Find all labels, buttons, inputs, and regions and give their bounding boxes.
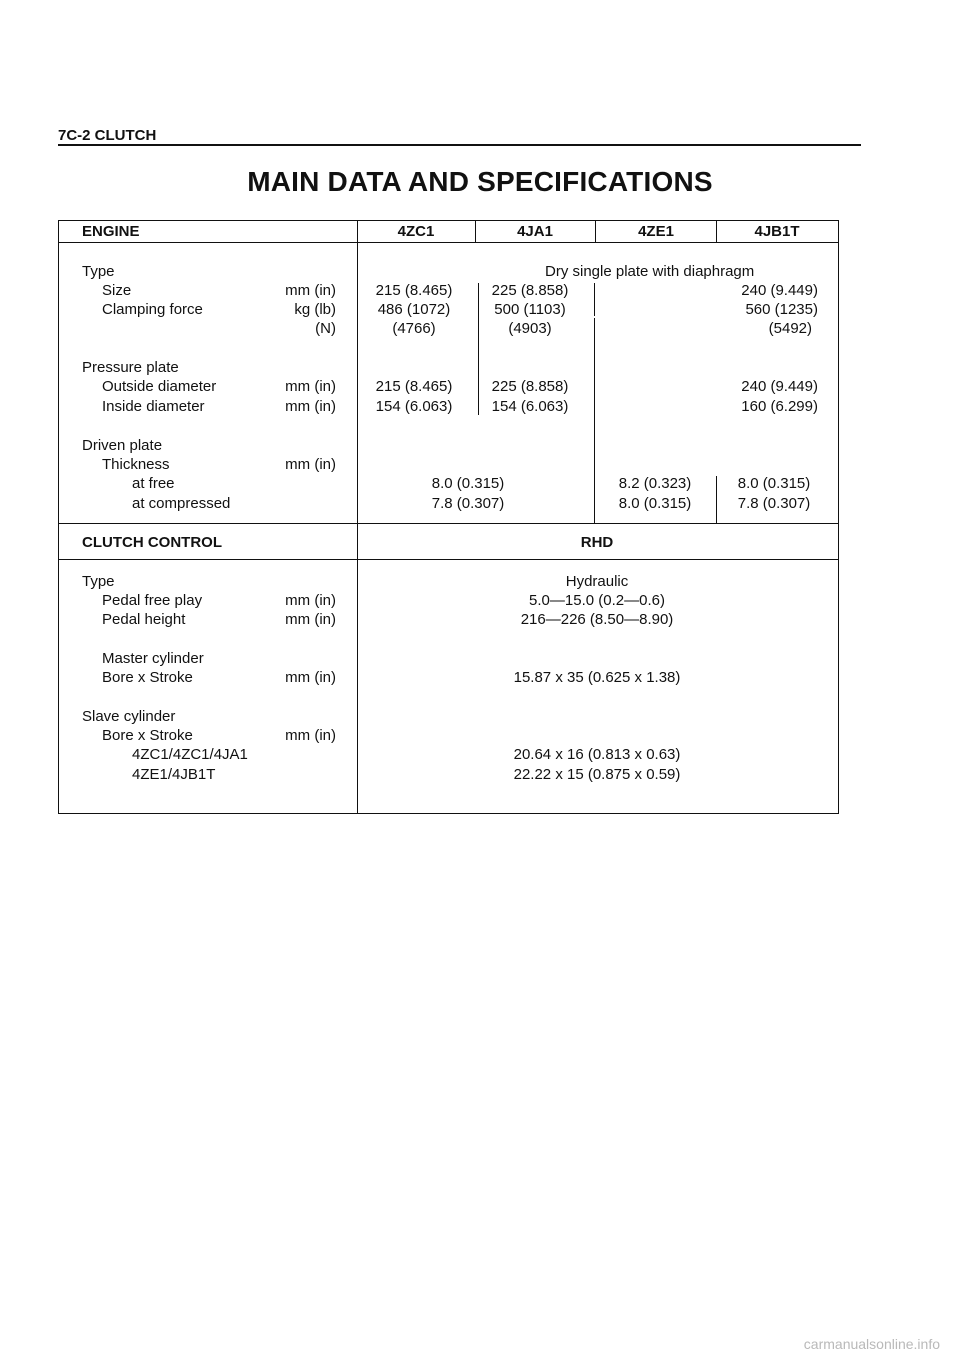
at-free-4ze1: 8.2 (0.323)	[618, 475, 692, 492]
engine-header-label: ENGINE	[82, 223, 140, 240]
at-compressed-4jb1t: 7.8 (0.307)	[737, 495, 811, 512]
header-col-divider	[716, 220, 717, 242]
slave-row-4zc1-value: 20.64 x 16 (0.813 x 0.63)	[513, 746, 681, 763]
clutch-control-col-rhd: RHD	[580, 534, 614, 551]
section-divider	[58, 523, 839, 524]
inside-diameter-4ze1-4jb1t: 160 (6.299)	[741, 398, 818, 415]
pedal-height-label: Pedal height	[102, 611, 186, 628]
inside-diameter-unit: mm (in)	[285, 398, 336, 415]
outside-diameter-4ja1: 225 (8.858)	[491, 378, 569, 395]
thickness-unit: mm (in)	[285, 456, 336, 473]
type-label: Type	[82, 263, 115, 280]
clamping-force-n-4ze1-4jb1t: (5492)	[768, 320, 812, 337]
at-compressed-4ze1: 8.0 (0.315)	[618, 495, 692, 512]
section-header: 7C-2 CLUTCH	[58, 127, 157, 144]
size-4ja1: 225 (8.858)	[491, 282, 569, 299]
master-bore-stroke-unit: mm (in)	[285, 669, 336, 686]
pressure-plate-label: Pressure plate	[82, 359, 179, 376]
pedal-free-play-value: 5.0—15.0 (0.2—0.6)	[529, 592, 665, 609]
control-type-value: Hydraulic	[565, 573, 629, 590]
size-4ze1-4jb1t: 240 (9.449)	[741, 282, 818, 299]
page-title: MAIN DATA AND SPECIFICATIONS	[247, 166, 713, 197]
master-bore-stroke-value: 15.87 x 35 (0.625 x 1.38)	[513, 669, 681, 686]
watermark-footer: carmanualsonline.info	[803, 1336, 940, 1352]
engine-header-rule	[58, 242, 839, 243]
inside-diameter-label: Inside diameter	[102, 398, 205, 415]
clamping-force-unit: kg (lb)	[294, 301, 336, 318]
slave-cylinder-label: Slave cylinder	[82, 708, 176, 725]
body-col-divider	[716, 476, 717, 523]
body-col-divider	[594, 283, 595, 316]
size-label: Size	[102, 282, 132, 299]
outside-diameter-label: Outside diameter	[102, 378, 217, 395]
engine-col-4zc1: 4ZC1	[397, 223, 435, 240]
body-col-divider	[478, 283, 479, 415]
control-type-label: Type	[82, 573, 115, 590]
clutch-control-header-label: CLUTCH CONTROL	[82, 534, 222, 551]
clamping-force-label: Clamping force	[102, 301, 203, 318]
clamping-force-4ze1-4jb1t: 560 (1235)	[745, 301, 818, 318]
header-col-divider	[475, 220, 476, 242]
slave-bore-stroke-label: Bore x Stroke	[102, 727, 193, 744]
thickness-label: Thickness	[102, 456, 170, 473]
engine-col-4jb1t: 4JB1T	[754, 223, 800, 240]
control-header-rule	[58, 559, 839, 560]
at-compressed-label: at compressed	[132, 495, 231, 512]
outside-diameter-4ze1-4jb1t: 240 (9.449)	[741, 378, 818, 395]
body-col-divider	[594, 318, 595, 523]
clamping-force-4ja1: 500 (1103)	[494, 301, 566, 318]
at-free-4zc1-4ja1: 8.0 (0.315)	[431, 475, 505, 492]
inside-diameter-4zc1: 154 (6.063)	[375, 398, 453, 415]
master-cylinder-label: Master cylinder	[102, 650, 204, 667]
slave-row-4ze1-label: 4ZE1/4JB1T	[132, 766, 216, 783]
engine-col-4ze1: 4ZE1	[638, 223, 674, 240]
at-compressed-4zc1-4ja1: 7.8 (0.307)	[431, 495, 505, 512]
pedal-height-value: 216—226 (8.50—8.90)	[520, 611, 674, 628]
header-rule	[58, 144, 861, 146]
outside-diameter-unit: mm (in)	[285, 378, 336, 395]
size-4zc1: 215 (8.465)	[375, 282, 453, 299]
pedal-free-play-unit: mm (in)	[285, 592, 336, 609]
inside-diameter-4ja1: 154 (6.063)	[491, 398, 569, 415]
driven-plate-label: Driven plate	[82, 437, 163, 454]
clamping-force-n-4zc1: (4766)	[392, 320, 436, 337]
type-value: Dry single plate with diaphragm	[545, 263, 755, 280]
slave-bore-stroke-unit: mm (in)	[285, 727, 336, 744]
master-bore-stroke-label: Bore x Stroke	[102, 669, 193, 686]
slave-row-4zc1-label: 4ZC1/4ZC1/4JA1	[132, 746, 248, 763]
header-col-divider	[595, 220, 596, 242]
clamping-force-n-4ja1: (4903)	[508, 320, 552, 337]
at-free-4jb1t: 8.0 (0.315)	[737, 475, 811, 492]
clamping-force-4zc1: 486 (1072)	[377, 301, 451, 318]
clamping-force-unit-n: (N)	[315, 320, 336, 337]
slave-row-4ze1-value: 22.22 x 15 (0.875 x 0.59)	[513, 766, 681, 783]
at-free-label: at free	[132, 475, 175, 492]
engine-col-4ja1: 4JA1	[517, 223, 553, 240]
label-column-divider	[357, 220, 358, 814]
pedal-height-unit: mm (in)	[285, 611, 336, 628]
size-unit: mm (in)	[285, 282, 336, 299]
pedal-free-play-label: Pedal free play	[102, 592, 203, 609]
outside-diameter-4zc1: 215 (8.465)	[375, 378, 453, 395]
